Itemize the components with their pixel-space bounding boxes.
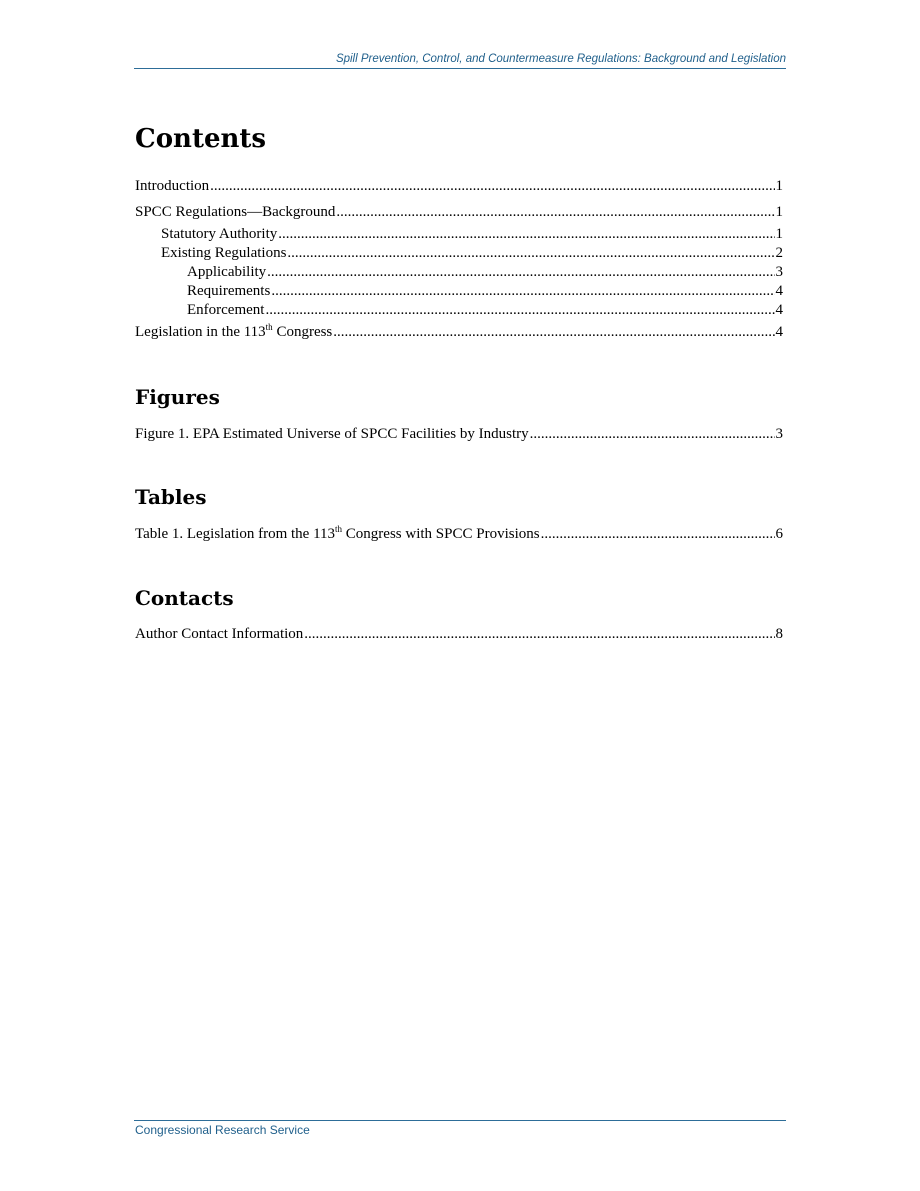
- toc-entry-statutory-authority[interactable]: [161, 226, 783, 243]
- dot-leader: [265, 302, 774, 319]
- toc-entry-title: [135, 324, 332, 341]
- dot-leader: [530, 426, 775, 443]
- toc-entry-page: 1: [775, 204, 783, 220]
- toc-entry-table-1[interactable]: [135, 526, 783, 543]
- footer-text: Congressional Research Service: [135, 1123, 310, 1137]
- toc-entry-page: 4: [775, 302, 783, 318]
- contacts-heading: Contacts: [135, 586, 234, 610]
- toc-entry-page: 4: [775, 324, 783, 340]
- toc-entry-page: 3: [775, 264, 783, 280]
- toc-entry-existing-regulations[interactable]: [161, 245, 783, 262]
- toc-entry-title: Figure 1. EPA Estimated Universe of SPCC Facilities by Industry: [135, 426, 529, 442]
- toc-entry-title: Author Contact Information: [135, 626, 304, 642]
- ordinal-suffix: th: [335, 524, 343, 534]
- contents-heading: Contents: [135, 124, 267, 154]
- dot-leader: [541, 526, 775, 543]
- toc-entry-title: Applicability: [187, 264, 267, 280]
- toc-entry-author-contact[interactable]: [135, 626, 783, 643]
- figures-heading: Figures: [135, 385, 220, 409]
- dot-leader: [267, 264, 774, 281]
- title-text: Legislation in the 113: [135, 324, 266, 340]
- footer-rule: [134, 1120, 786, 1121]
- tables-heading: Tables: [135, 485, 207, 509]
- running-header: Spill Prevention, Control, and Countermeasure Regulations: Background and Legislation: [335, 53, 786, 65]
- toc-entry-title: Statutory Authority: [161, 226, 278, 242]
- toc-entry-applicability[interactable]: [187, 264, 783, 281]
- toc-entry-page: 4: [775, 283, 783, 299]
- toc-entry-enforcement[interactable]: [187, 302, 783, 319]
- ordinal-suffix: th: [265, 322, 273, 332]
- toc-entry-page: 2: [775, 245, 783, 261]
- toc-entry-page: 6: [775, 526, 783, 542]
- title-text: Table 1. Legislation from the 113: [135, 526, 336, 542]
- dot-leader: [210, 178, 774, 195]
- toc-entry-title: Existing Regulations: [161, 245, 287, 261]
- toc-entry-title: [135, 526, 540, 543]
- toc-entry-title: Requirements: [187, 283, 271, 299]
- toc-entry-requirements[interactable]: [187, 283, 783, 300]
- toc-entry-page: 8: [775, 626, 783, 642]
- toc-entry-legislation-113th-congress[interactable]: [135, 324, 783, 341]
- toc-entry-introduction[interactable]: [135, 178, 783, 195]
- dot-leader: [336, 204, 774, 221]
- toc-entry-page: 1: [775, 178, 783, 194]
- dot-leader: [278, 226, 774, 243]
- header-rule: [134, 68, 786, 69]
- toc-entry-figure-1[interactable]: [135, 426, 783, 443]
- dot-leader: [271, 283, 774, 300]
- toc-entry-title: SPCC Regulations—Background: [135, 204, 336, 220]
- toc-entry-title: Enforcement: [187, 302, 265, 318]
- toc-entry-title: Introduction: [135, 178, 210, 194]
- title-text: Congress with SPCC Provisions: [342, 526, 540, 542]
- title-text: Congress: [272, 324, 333, 340]
- toc-entry-page: 1: [775, 226, 783, 242]
- toc-entry-page: 3: [775, 426, 783, 442]
- dot-leader: [304, 626, 774, 643]
- dot-leader: [333, 324, 774, 341]
- dot-leader: [287, 245, 774, 262]
- toc-entry-spcc-regulations-background[interactable]: [135, 204, 783, 221]
